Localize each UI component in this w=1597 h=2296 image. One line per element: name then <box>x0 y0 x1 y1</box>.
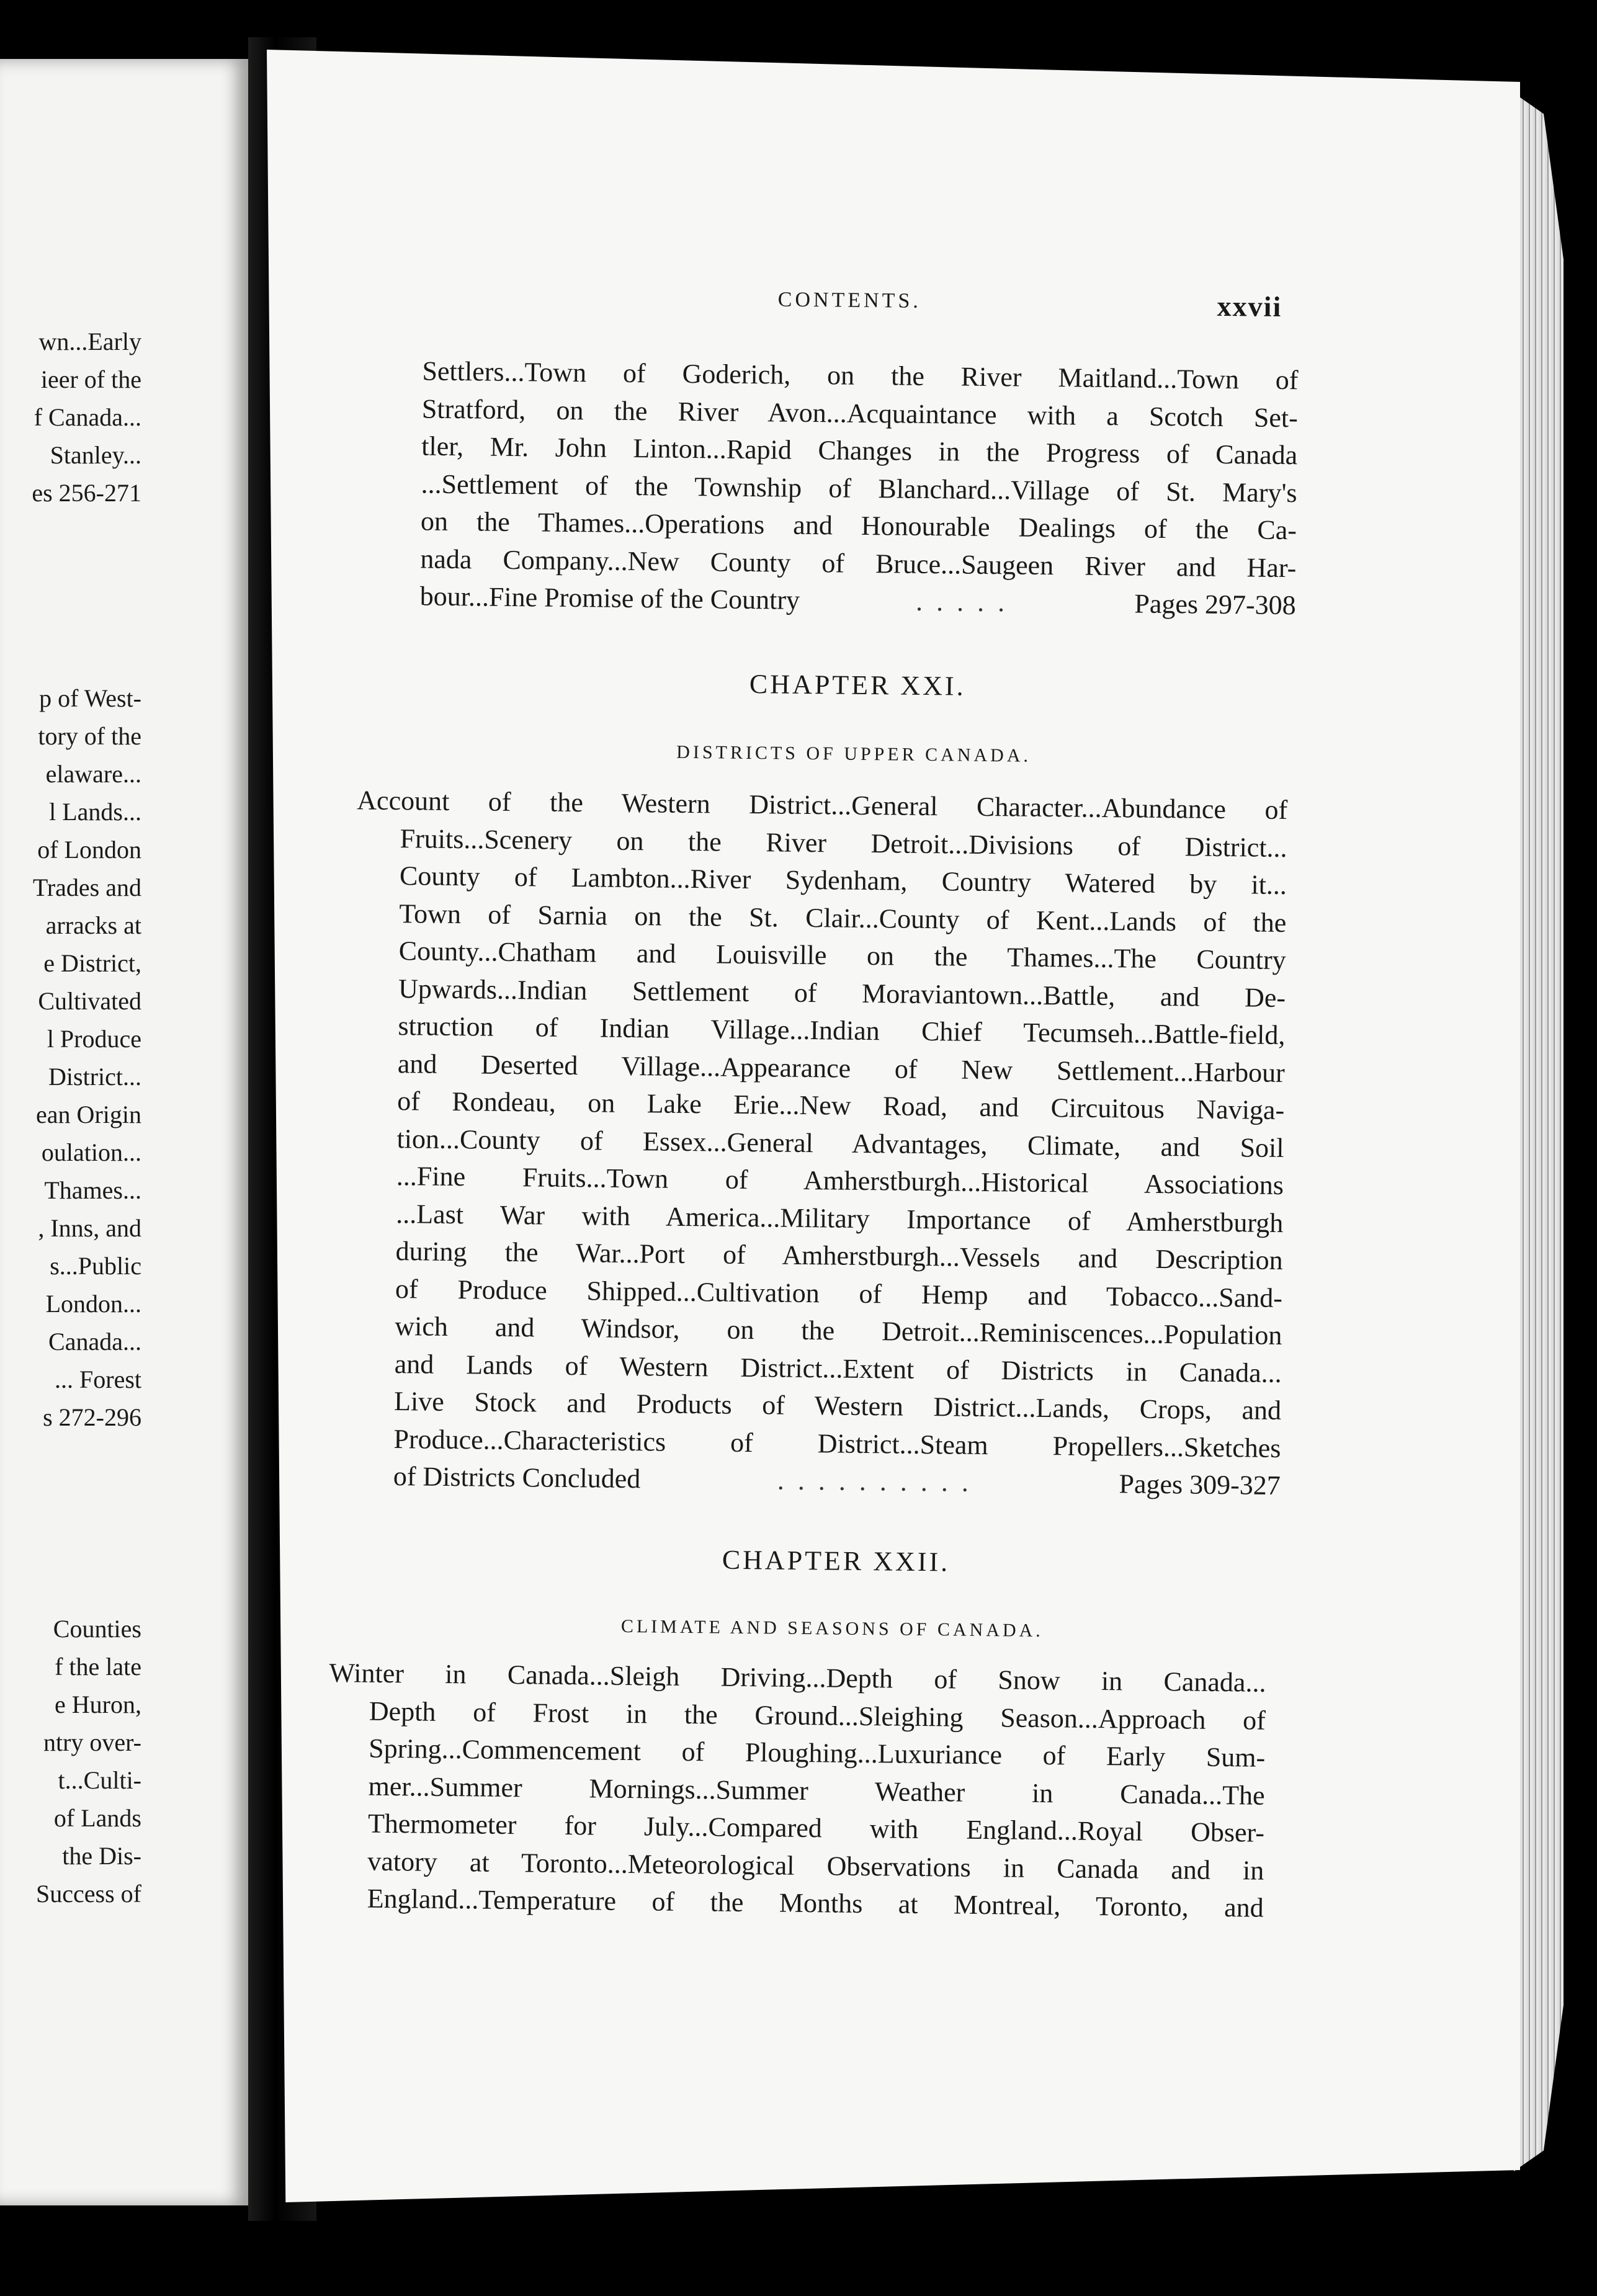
entry-line: England...Temperature of the Months at Montreal, Toronto, and <box>367 1883 1264 1923</box>
entry-line: Thermometer for July...Compared with England...Royal Obser- <box>367 1808 1265 1848</box>
entry-line: County...Chatham and Louisville on the Thames...The Country <box>398 936 1286 976</box>
left-line: Trades and <box>32 873 141 901</box>
chapter-xxi-contents <box>350 782 1288 1504</box>
left-line: e District, <box>43 949 141 977</box>
left-line: l Produce <box>47 1025 141 1053</box>
entry-last-text: of Districts Concluded <box>393 1461 641 1494</box>
entry-line: Stratford, on the River Avon...Acquaintance with a Scotch Set- <box>421 393 1299 433</box>
entry-line: vatory at Toronto...Meteorological Observations in Canada and in <box>367 1846 1264 1886</box>
left-line: Counties <box>53 1615 141 1643</box>
left-line: p of West- <box>39 684 141 712</box>
left-line: e Huron, <box>55 1691 141 1718</box>
left-line: of Lands <box>53 1804 141 1832</box>
entry-line: County of Lambton...River Sydenham, Country Watered by it... <box>399 860 1287 901</box>
left-line: elaware... <box>45 760 141 788</box>
entry-line: tler, Mr. John Linton...Rapid Changes in the Progress of Canada <box>421 431 1298 471</box>
entry-line: of Rondeau, on Lake Erie...New Road, and Circuitous Naviga- <box>396 1086 1285 1126</box>
entry-line: and Lands of Western District...Extent of Districts in Canada... <box>394 1348 1282 1388</box>
left-line: es 256-271 <box>32 479 141 507</box>
left-line: s...Public <box>50 1252 141 1280</box>
left-line: arracks at <box>45 911 141 939</box>
page-range: Pages 309-327 <box>1119 1468 1281 1501</box>
entry-line: Winter in Canada...Sleigh Driving...Depth of Snow in Canada... <box>329 1657 1266 1698</box>
running-head: CONTENTS. <box>777 288 922 313</box>
continuation-entry <box>419 352 1298 624</box>
entry-line: of Produce Shipped...Cultivation of Hemp and Tobacco...Sand- <box>395 1273 1283 1313</box>
left-line: oulation... <box>41 1138 141 1166</box>
left-line: s 272-296 <box>43 1403 141 1431</box>
left-line: Success of <box>36 1880 141 1908</box>
left-line: f Canada... <box>34 403 141 431</box>
chapter-subtitle: DISTRICTS OF UPPER CANADA. <box>676 741 1032 766</box>
entry-line: nada Company...New County of Bruce...Saugeen River and Har- <box>420 543 1297 583</box>
chapter-heading: CHAPTER XXI. <box>749 668 966 702</box>
entry-line: ...Fine Fruits...Town of Amherstburgh...Historical Associations <box>396 1161 1284 1201</box>
left-line: wn...Early <box>38 328 141 355</box>
entry-line: Upwards...Indian Settlement of Moraviantown...Battle, and De- <box>398 973 1286 1013</box>
chapter-subtitle: CLIMATE AND SEASONS OF CANADA. <box>620 1615 1044 1642</box>
entry-line: Spring...Commencement of Ploughing...Luxuriance of Early Sum- <box>369 1733 1266 1773</box>
entry-line: Settlers...Town of Goderich, on the River Maitland...Town of <box>422 355 1299 396</box>
entry-line: Live Stock and Products of Western District...Lands, Crops, and <box>393 1386 1282 1426</box>
left-line: f the late <box>55 1653 141 1681</box>
entry-line: wich and Windsor, on the Detroit...Reminiscences...Population <box>395 1311 1282 1351</box>
left-line: ieer of the <box>40 365 141 393</box>
chapter-xxii-contents <box>326 1655 1266 1927</box>
left-line: District... <box>48 1063 141 1091</box>
entry-line: Depth of Frost in the Ground...Sleighing Season...Approach of <box>369 1695 1266 1736</box>
left-line: Thames... <box>44 1176 141 1204</box>
left-line: Cultivated <box>38 987 141 1015</box>
dot-leader: ..... <box>915 586 1019 618</box>
chapter-heading: CHAPTER XXII. <box>722 1544 951 1578</box>
left-line: tory of the <box>38 722 141 750</box>
left-line: l Lands... <box>49 798 141 826</box>
entry-line: mer...Summer Mornings...Summer Weather in Canada...The <box>368 1771 1265 1811</box>
page-number: xxvii <box>1217 290 1282 323</box>
entry-line: tion...County of Essex...General Advantages, Climate, and Soil <box>396 1123 1284 1163</box>
entry-line: and Deserted Village...Appearance of New Settlement...Harbour <box>397 1048 1286 1088</box>
left-line: of London <box>37 836 141 864</box>
entry-last-text: bour...Fine Promise of the Country <box>419 581 800 615</box>
entry-line: ...Last War with America...Military Importance of Amherstburgh <box>396 1198 1284 1238</box>
left-line: t...Culti- <box>58 1766 141 1794</box>
left-line: , Inns, and <box>38 1214 141 1242</box>
entry-line: Produce...Characteristics of District...Steam Propellers...Sketches <box>393 1423 1281 1463</box>
entry-line: ...Settlement of the Township of Blanchard...Village of St. Mary's <box>421 468 1297 508</box>
page-range: Pages 297-308 <box>1134 588 1296 621</box>
left-line: ... Forest <box>55 1365 141 1393</box>
left-line: Stanley... <box>50 441 141 469</box>
entry-line: Town of Sarnia on the St. Clair...County of Kent...Lands of the <box>399 898 1287 938</box>
left-line: ean Origin <box>36 1101 141 1128</box>
entry-line: Account of the Western District...General Character...Abundance of <box>357 785 1288 826</box>
entry-line: struction of Indian Village...Indian Chief Tecumseh...Battle-field, <box>398 1011 1286 1051</box>
left-line: ntry over- <box>43 1728 141 1756</box>
entry-line: on the Thames...Operations and Honourable Dealings of the Ca- <box>420 506 1297 546</box>
entry-line: during the War...Port of Amherstburgh...Vessels and Description <box>395 1236 1283 1276</box>
left-line: the Dis- <box>62 1842 141 1870</box>
dot-leader: .......... <box>777 1465 983 1498</box>
entry-line: Fruits...Scenery on the River Detroit...Divisions of District... <box>400 823 1287 863</box>
left-line: Canada... <box>48 1328 141 1356</box>
left-line: London... <box>45 1290 141 1318</box>
